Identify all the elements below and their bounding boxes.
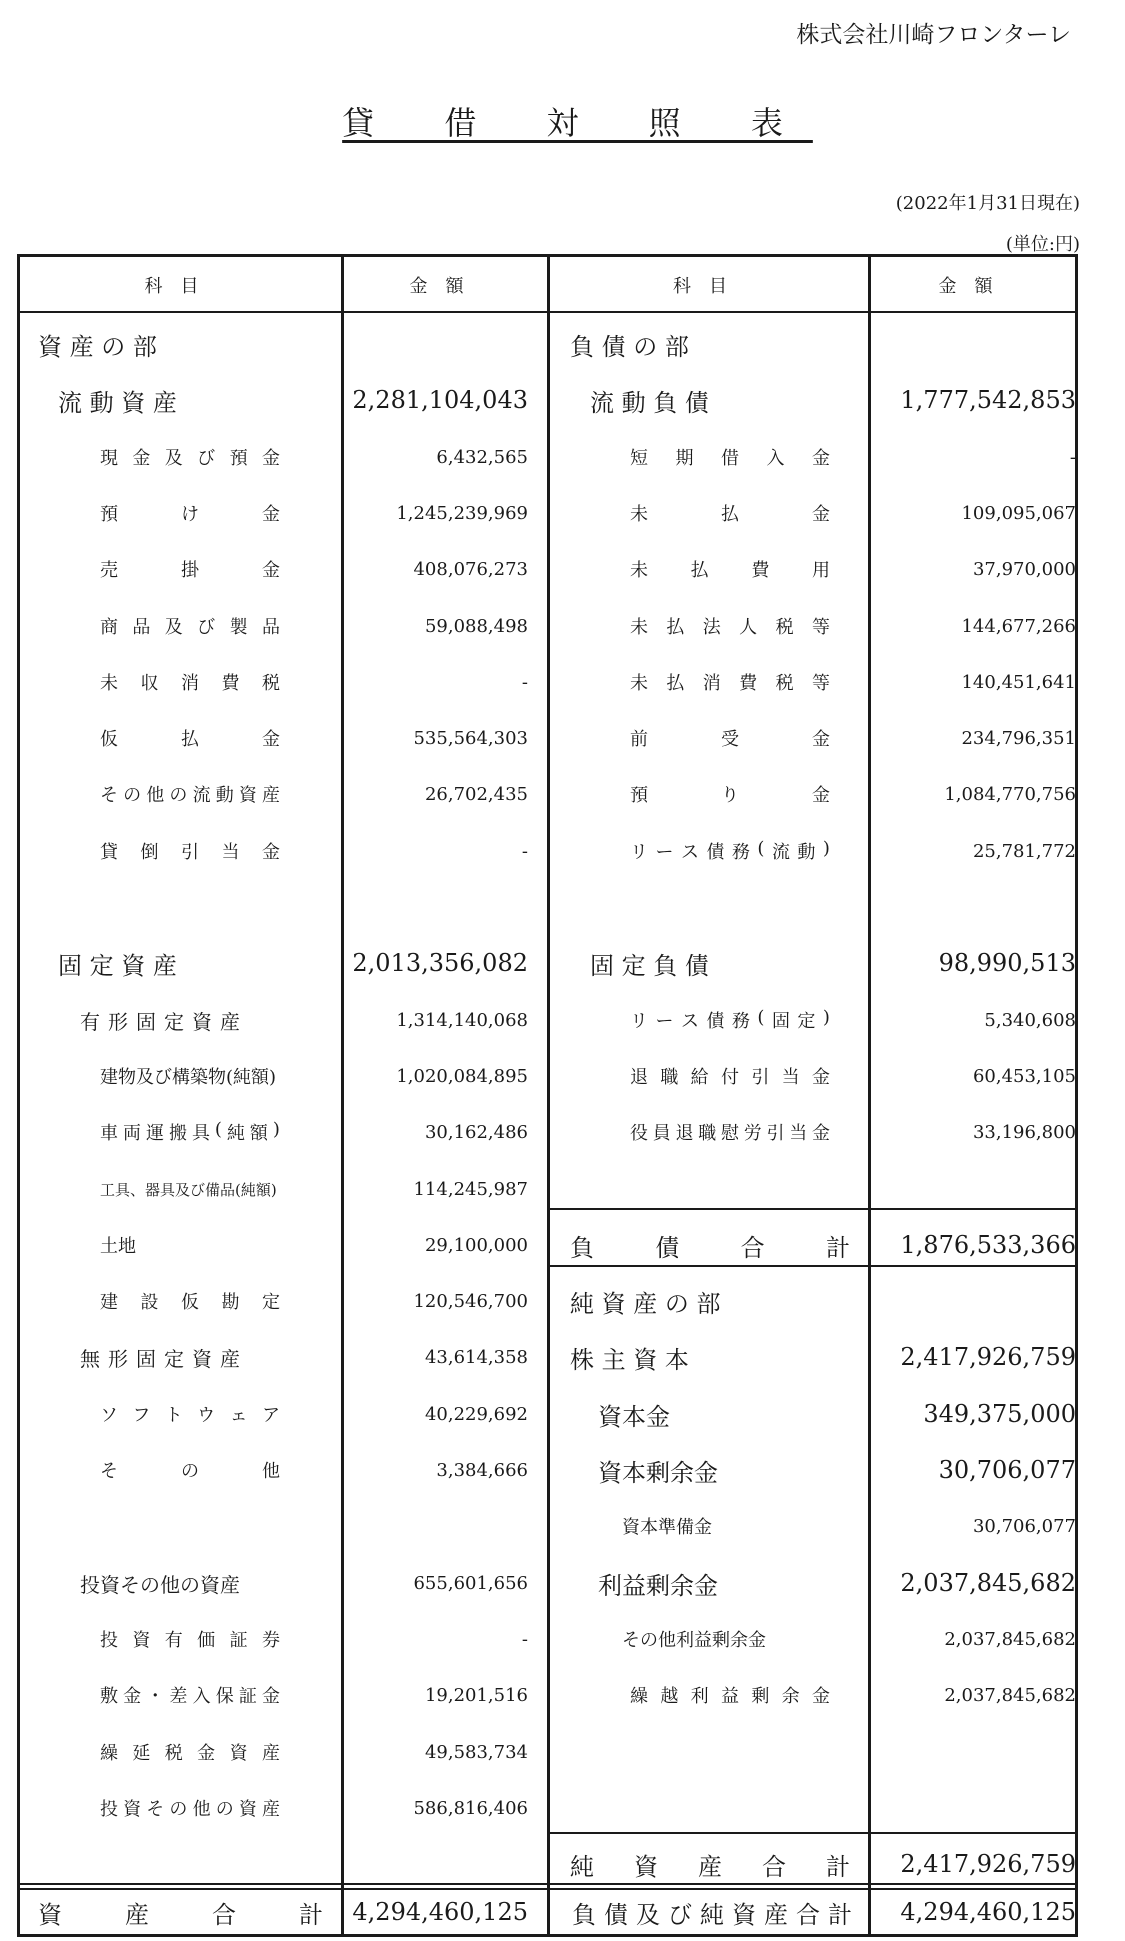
account-label: 投 資 そ の 他 の 資 産 xyxy=(100,1799,280,1820)
left-row-amount: 2,281,104,043 xyxy=(352,386,528,414)
right-row-amount: 349,375,000 xyxy=(923,1400,1076,1428)
left-row-label xyxy=(100,654,280,710)
left-row-amount: 6,432,565 xyxy=(436,446,528,468)
header-item-right: 科目 xyxy=(673,275,745,297)
right-row-label xyxy=(570,1273,721,1329)
account-label: 繰 越 利 益 剰 余 金 xyxy=(630,1686,830,1707)
left-row-label xyxy=(100,1273,280,1329)
left-row-amount: 26,702,435 xyxy=(424,783,528,805)
account-label: 売 掛 金 xyxy=(100,560,280,581)
account-label: 退 職 給 付 引 当 金 xyxy=(630,1067,830,1088)
account-label: そ の 他 の 流 動 資 産 xyxy=(100,785,280,806)
left-row-amount: 535,564,303 xyxy=(413,727,528,749)
account-label: その他利益剰余金 xyxy=(622,1630,766,1651)
left-row-amount: 2,013,356,082 xyxy=(352,949,528,977)
right-row-label xyxy=(570,1217,850,1273)
as-of-date: (2022年1月31日現在) xyxy=(895,193,1080,214)
left-row-amount: 43,614,358 xyxy=(424,1346,528,1368)
right-row-amount: 98,990,513 xyxy=(938,949,1076,977)
right-row-amount: 60,453,105 xyxy=(972,1065,1076,1087)
left-row-label xyxy=(58,935,177,991)
liabilities-net-assets-total-label xyxy=(572,1884,852,1940)
right-row-label xyxy=(630,429,830,485)
account-label: 資本金 xyxy=(598,1402,670,1431)
account-label: 仮 払 金 xyxy=(100,729,280,750)
left-row-amount: 1,314,140,068 xyxy=(396,1009,528,1031)
account-label: 株 主 資 本 xyxy=(570,1345,689,1374)
right-row-label xyxy=(630,485,830,541)
right-row-amount: 2,417,926,759 xyxy=(900,1850,1076,1878)
right-row-amount: 5,340,608 xyxy=(984,1009,1076,1031)
account-label: 未 払 金 xyxy=(630,504,830,525)
left-row-amount: 30,162,486 xyxy=(424,1121,528,1143)
account-label: 繰 延 税 金 資 産 xyxy=(100,1743,280,1764)
account-label: 流 動 負 債 xyxy=(590,388,709,417)
assets-total-label xyxy=(38,1884,323,1940)
account-label: 有 形 固 定 資 産 xyxy=(80,1009,240,1034)
right-row-amount: 30,706,077 xyxy=(972,1515,1076,1537)
account-label: 利益剰余金 xyxy=(598,1571,718,1600)
right-row-amount: 1,777,542,853 xyxy=(900,386,1076,414)
right-row-label xyxy=(570,316,689,372)
left-row-amount: 1,245,239,969 xyxy=(396,502,528,524)
right-row-label xyxy=(630,823,830,879)
left-row-label xyxy=(80,1555,240,1611)
left-row-label xyxy=(100,1611,280,1667)
account-label: 純 資 産 合 計 xyxy=(570,1852,850,1881)
right-row-label xyxy=(622,1611,766,1667)
account-label: 前 受 金 xyxy=(630,729,830,750)
account-label: 建 設 仮 勘 定 xyxy=(100,1292,280,1313)
left-row-label xyxy=(80,1329,240,1385)
left-row-label xyxy=(100,598,280,654)
right-row-label xyxy=(630,654,830,710)
right-row-label xyxy=(590,372,709,428)
title-text: 貸 借 対 照 表 xyxy=(342,104,813,142)
left-row-amount: 59,088,498 xyxy=(424,615,528,637)
right-row-label xyxy=(622,1498,712,1554)
left-row-label xyxy=(100,1780,280,1836)
right-row-amount: 144,677,266 xyxy=(961,615,1076,637)
right-row-amount: 109,095,067 xyxy=(961,502,1076,524)
right-row-amount: 37,970,000 xyxy=(972,558,1076,580)
account-label: 貸 倒 引 当 金 xyxy=(100,842,280,863)
account-label: 預 り 金 xyxy=(630,785,830,806)
account-label: 商 品 及 び 製 品 xyxy=(100,617,280,638)
left-row-label xyxy=(100,766,280,822)
account-label: 未 払 消 費 税 等 xyxy=(630,673,830,694)
right-row-amount: 2,037,845,682 xyxy=(944,1684,1076,1706)
right-row-amount: 2,037,845,682 xyxy=(944,1628,1076,1650)
right-row-amount: 1,876,533,366 xyxy=(900,1231,1076,1259)
header-amount-right: 金額 xyxy=(938,275,1011,297)
left-row-amount: 1,020,084,895 xyxy=(396,1065,528,1087)
right-row-label xyxy=(630,992,830,1048)
left-row-label xyxy=(100,1048,276,1104)
right-row-amount: 33,196,800 xyxy=(972,1121,1076,1143)
left-row-label xyxy=(100,1386,280,1442)
balance-sheet-table xyxy=(17,254,1078,1937)
right-row-amount: 234,796,351 xyxy=(961,727,1076,749)
left-row-label xyxy=(100,1667,280,1723)
left-row-label xyxy=(100,485,280,541)
assets-total-text: 資 産 合 計 xyxy=(38,1900,323,1929)
right-row-amount: 2,037,845,682 xyxy=(900,1569,1076,1597)
assets-total-amount: 4,294,460,125 xyxy=(352,1898,528,1926)
account-label: 投資その他の資産 xyxy=(80,1572,240,1597)
left-row-label xyxy=(100,1217,136,1273)
right-row-label xyxy=(630,1667,830,1723)
left-row-label xyxy=(100,1442,280,1498)
account-label: 流 動 資 産 xyxy=(58,388,177,417)
account-label: 負 債 合 計 xyxy=(570,1233,850,1262)
right-row-label xyxy=(590,935,709,991)
right-row-amount: 2,417,926,759 xyxy=(900,1343,1076,1371)
left-row-label xyxy=(100,541,280,597)
liab-total-text: 負 債 及 び 純 資 産 合 計 xyxy=(572,1900,852,1929)
account-label: ソ フ ト ウ ェ ア xyxy=(100,1405,280,1426)
account-label: 固 定 負 債 xyxy=(590,951,709,980)
account-label: 未 払 法 人 税 等 xyxy=(630,617,830,638)
left-row-label xyxy=(100,1104,280,1160)
account-label: 純 資 産 の 部 xyxy=(570,1289,721,1318)
right-row-label xyxy=(570,1329,689,1385)
left-row-label xyxy=(100,1161,277,1217)
right-row-label xyxy=(630,598,830,654)
account-label: 建物及び構築物(純額) xyxy=(100,1067,277,1088)
account-label: 役 員 退 職 慰 労 引 当 金 xyxy=(630,1123,830,1144)
left-row-amount: 408,076,273 xyxy=(413,558,528,580)
column-divider xyxy=(547,257,550,1934)
right-row-label xyxy=(630,710,830,766)
account-label: そ の 他 xyxy=(100,1461,280,1482)
account-label: 工具、器具及び備品(純額) xyxy=(100,1180,277,1199)
account-label: リ ー ス 債 務 ( 流 動 ) xyxy=(630,838,830,863)
header-item-left: 科目 xyxy=(144,275,217,297)
net-assets-total-top-rule xyxy=(550,1832,1075,1834)
account-label: 未 払 費 用 xyxy=(630,560,830,581)
right-row-label xyxy=(630,766,830,822)
left-row-label xyxy=(38,316,157,372)
company-name: 株式会社川崎フロンターレ xyxy=(796,22,1071,48)
right-row-amount: 140,451,641 xyxy=(961,671,1076,693)
right-row-amount: 30,706,077 xyxy=(938,1456,1076,1484)
account-label: 資 産 の 部 xyxy=(38,332,157,361)
left-row-amount: 586,816,406 xyxy=(413,1797,528,1819)
left-row-amount: - xyxy=(521,671,528,693)
account-label: 預 け 金 xyxy=(100,504,280,525)
account-label: リ ー ス 債 務 ( 固 定 ) xyxy=(630,1007,830,1032)
unit-label: (単位:円) xyxy=(1005,234,1080,255)
left-row-label xyxy=(100,1724,280,1780)
right-row-amount: 1,084,770,756 xyxy=(944,783,1076,805)
account-label: 短 期 借 入 金 xyxy=(630,448,830,469)
left-row-amount: 49,583,734 xyxy=(424,1741,528,1763)
left-row-amount: 40,229,692 xyxy=(424,1403,528,1425)
left-row-label xyxy=(100,710,280,766)
right-row-label xyxy=(630,1048,830,1104)
account-label: 車 両 運 搬 具 ( 純 額 ) xyxy=(100,1119,280,1144)
account-label: 資本準備金 xyxy=(622,1517,712,1538)
right-row-label xyxy=(598,1442,718,1498)
right-row-label xyxy=(630,541,830,597)
left-row-label xyxy=(80,992,240,1048)
left-row-label xyxy=(100,823,280,879)
left-row-amount: 655,601,656 xyxy=(413,1572,528,1594)
left-row-amount: - xyxy=(521,840,528,862)
account-label: 土地 xyxy=(100,1236,136,1257)
right-row-amount: 25,781,772 xyxy=(972,840,1076,862)
left-row-amount: 29,100,000 xyxy=(424,1234,528,1256)
left-row-amount: 120,546,700 xyxy=(413,1290,528,1312)
right-row-label xyxy=(630,1104,830,1160)
right-row-label xyxy=(598,1386,670,1442)
left-row-label xyxy=(58,372,177,428)
account-label: 敷 金 ・ 差 入 保 証 金 xyxy=(100,1686,280,1707)
right-row-label xyxy=(598,1555,718,1611)
left-row-amount: - xyxy=(521,1628,528,1650)
liabilities-net-assets-total-amount: 4,294,460,125 xyxy=(900,1898,1076,1926)
left-row-amount: 114,245,987 xyxy=(413,1178,528,1200)
account-label: 未 収 消 費 税 xyxy=(100,673,280,694)
left-row-amount: 19,201,516 xyxy=(424,1684,528,1706)
left-row-label xyxy=(100,429,280,485)
account-label: 現 金 及 び 預 金 xyxy=(100,448,280,469)
left-row-amount: 3,384,666 xyxy=(436,1459,528,1481)
right-row-amount: - xyxy=(1069,446,1076,468)
account-label: 無 形 固 定 資 産 xyxy=(80,1346,240,1371)
account-label: 投 資 有 価 証 券 xyxy=(100,1630,280,1651)
liabilities-total-top-rule xyxy=(550,1208,1075,1210)
account-label: 固 定 資 産 xyxy=(58,951,177,980)
header-amount-left: 金額 xyxy=(409,275,482,297)
account-label: 資本剰余金 xyxy=(598,1458,718,1487)
document-title xyxy=(0,98,1125,144)
account-label: 負 債 の 部 xyxy=(570,332,689,361)
